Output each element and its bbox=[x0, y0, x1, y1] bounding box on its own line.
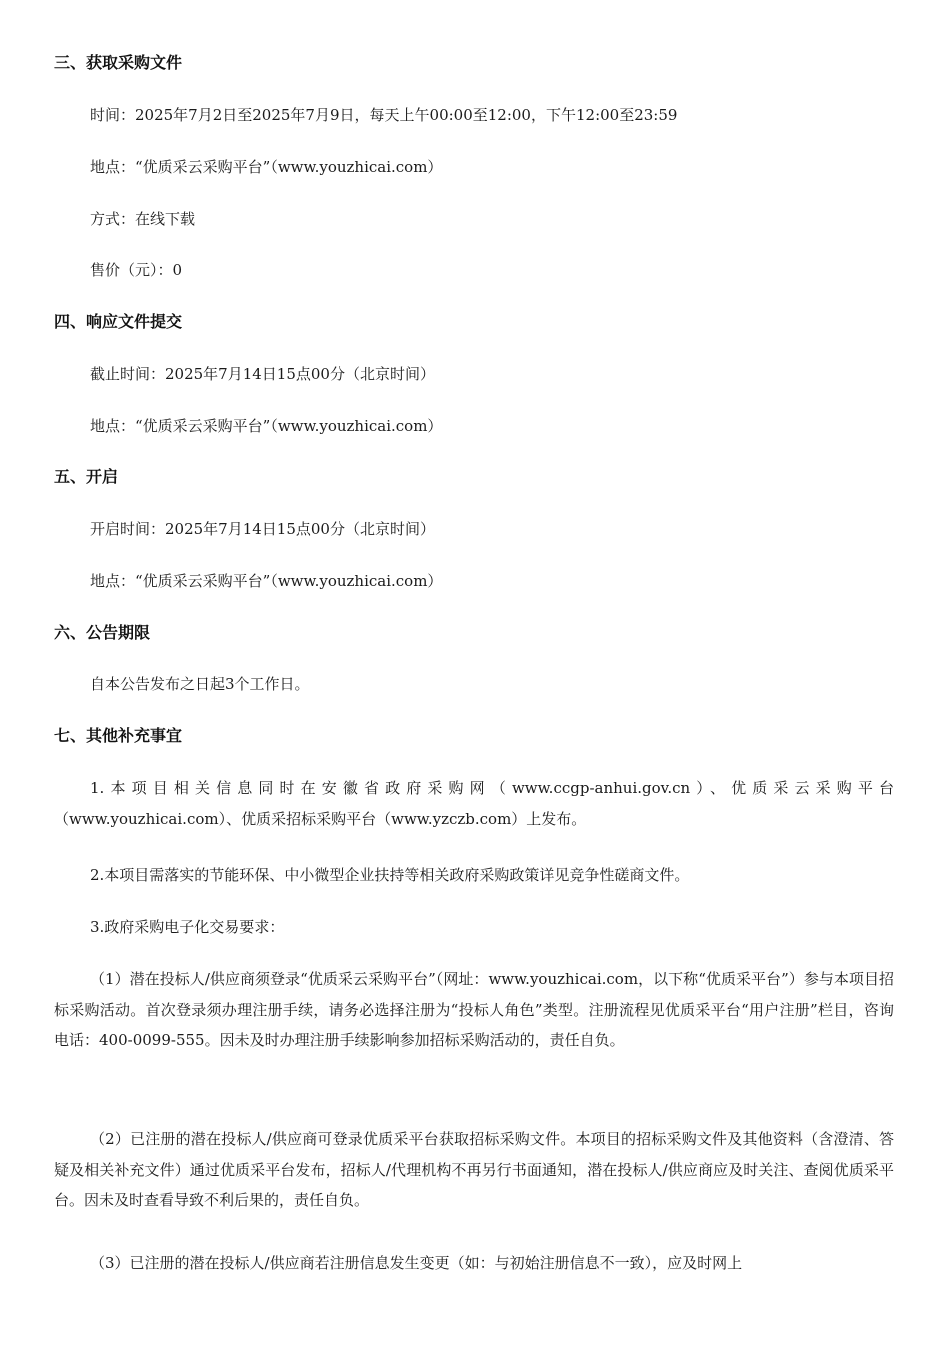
opening-place: 地点：“优质采云采购平台”（www.youzhicai.com） bbox=[90, 572, 443, 590]
section-heading-obtain-documents: 三、获取采购文件 bbox=[54, 53, 183, 72]
section-heading-submission: 四、响应文件提交 bbox=[54, 312, 183, 331]
other-item-2: 2.本项目需落实的节能环保、中小微型企业扶持等相关政府采购政策详见竞争性磋商文件。 bbox=[90, 866, 690, 884]
other-item-3: 3.政府采购电子化交易要求： bbox=[90, 918, 285, 936]
notice-period-text: 自本公告发布之日起3个工作日。 bbox=[90, 675, 310, 693]
obtain-price: 售价（元）：0 bbox=[90, 261, 183, 279]
section-heading-other-matters: 七、其他补充事宜 bbox=[54, 726, 183, 745]
other-subitem-1: （1）潜在投标人/供应商须登录“优质采云采购平台”（网址：www.youzhicai.com，以下称“优质采平台”）参与本项目招标采购活动。首次登录须办理注册手续，请务必选择注册为“投标人角色”类型。注册流程见优质采平台“用户注册”栏目，咨询电话：400-0099-555。因未及时办理注册手续影响参加招标采购活动的，责任自负。 bbox=[54, 970, 894, 1050]
other-subitem-2: （2）已注册的潜在投标人/供应商可登录优质采平台获取招标采购文件。本项目的招标采购文件及其他资料（含澄清、答疑及相关补充文件）通过优质采平台发布，招标人/代理机构不再另行书面通知，潜在投标人/供应商应及时关注、查阅优质采平台。因未及时查看导致不利后果的，责任自负。 bbox=[54, 1130, 894, 1210]
section-heading-opening: 五、开启 bbox=[54, 467, 119, 486]
other-item-1: 1.本项目相关信息同时在安徽省政府采购网（www.ccgp-anhui.gov.cn）、优质采云采购平台（www.youzhicai.com）、优质采招标采购平台（www.yzczb.com）上发布。 bbox=[54, 779, 894, 828]
section-heading-notice-period: 六、公告期限 bbox=[54, 623, 151, 642]
opening-time: 开启时间：2025年7月14日15点00分（北京时间） bbox=[90, 520, 435, 538]
obtain-method: 方式：在线下载 bbox=[90, 210, 196, 228]
submission-deadline: 截止时间：2025年7月14日15点00分（北京时间） bbox=[90, 365, 435, 383]
obtain-time: 时间：2025年7月2日至2025年7月9日，每天上午00:00至12:00，下午12:00至23:59 bbox=[90, 106, 678, 124]
obtain-place: 地点：“优质采云采购平台”（www.youzhicai.com） bbox=[90, 158, 443, 176]
submission-place: 地点：“优质采云采购平台”（www.youzhicai.com） bbox=[90, 417, 443, 435]
other-subitem-3: （3）已注册的潜在投标人/供应商若注册信息发生变更（如：与初始注册信息不一致），应及时网上 bbox=[90, 1254, 743, 1272]
